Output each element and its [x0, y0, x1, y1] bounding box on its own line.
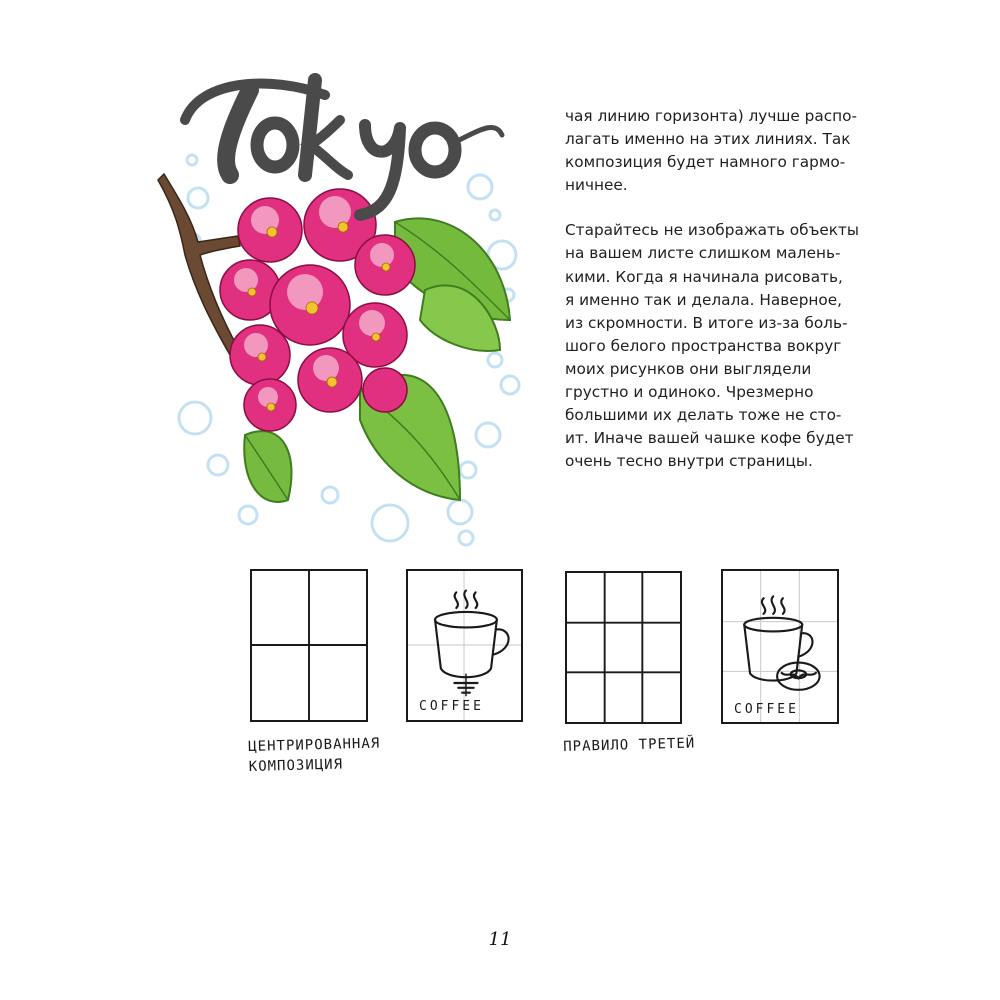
text-line: грустно и одиноко. Чрезмерно [565, 383, 814, 402]
donut-icon [777, 663, 820, 690]
coffee-cup-icon [435, 590, 509, 695]
text-line: лагать именно на этих линиях. Так [565, 130, 851, 149]
text-line: композиция будет намного гармо- [565, 153, 846, 172]
text-line: шого белого пространства вокруг [565, 336, 842, 355]
text-line: я именно так и делала. Наверное, [565, 290, 843, 309]
blossom-cluster [220, 189, 415, 431]
thirds-coffee-diagram [721, 569, 839, 724]
coffee-label: COFFEE [734, 702, 799, 717]
text-line: очень тесно внутри страницы. [565, 452, 813, 471]
thirds-grid-diagram [565, 571, 682, 724]
text-line: ит. Иначе вашей чашке кофе будет [565, 429, 854, 448]
text-line: ничнее. [565, 176, 628, 195]
rule-of-thirds-caption [563, 734, 695, 757]
branch [158, 174, 240, 355]
text-line: кими. Когда я начинала рисовать, [565, 267, 843, 286]
caption-line: ПРАВИЛО ТРЕТЕЙ [563, 735, 696, 755]
caption-line: ЦЕНТРИРОВАННАЯ [248, 735, 381, 755]
text-line: чая линию горизонта) лучше распо- [565, 107, 858, 125]
sakura-illustration [150, 50, 530, 560]
text-line: моих рисунков они выглядели [565, 359, 812, 378]
body-text [565, 105, 865, 495]
coffee-label: COFFEE [419, 699, 484, 714]
text-line: Старайтесь не изображать объекты [565, 221, 860, 240]
caption-line: КОМПОЗИЦИЯ [248, 756, 344, 775]
paragraph-2 [565, 219, 865, 473]
text-line: большими их делать тоже не сто- [565, 406, 842, 425]
page-number: 11 [488, 929, 512, 950]
text-line: на вашем листе слишком малень- [565, 244, 841, 263]
coffee-cup-icon [744, 596, 812, 680]
paragraph-1 [565, 105, 865, 197]
centered-composition-caption [248, 734, 381, 777]
centered-grid-diagram [250, 569, 368, 722]
centered-coffee-diagram [406, 569, 523, 722]
text-line: из скромности. В итоге из-за боль- [565, 313, 848, 332]
